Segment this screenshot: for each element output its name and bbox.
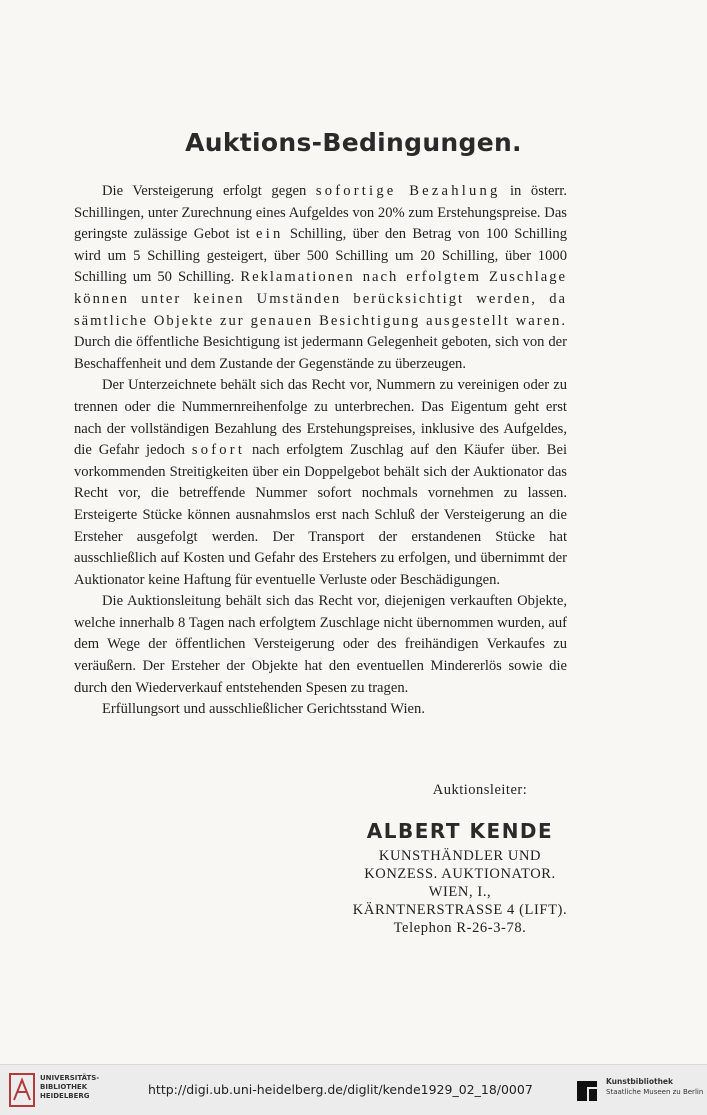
signature-line: KÄRNTNERSTRASSE 4 (LIFT). [352,902,568,918]
signature-line: WIEN, I., [428,884,492,900]
text-run: nach erfolgtem Zuschlag auf den Käufer über. Bei vorkommenden Streitigkeiten über ein Doppelgebot behält sich der Auktionator das Recht vor, die betreffende Nummer sofort nochmals vornehmen zu lassen. Ersteigerte Stücke können ausnahmslos erst nach Schluß der Versteigerung an die Ersteher ausgefolgt werden. Der Transport der erstandenen Stücke hat ausschließlich auf Kosten und Gefahr des Erstehers zu erfolgen, und übernimmt der Auktionator keine Haftung für eventuelle Verluste oder Beschädigungen. [74,442,567,588]
paragraph-rights [74,375,567,591]
signature-line: Telephon R-26-3-78. [393,920,527,936]
auctioneer-name: ALBERT KENDE [366,819,554,843]
signature-block [310,782,610,937]
signature-line: KUNSTHÄNDLER UND [378,848,542,864]
text-run: Die Versteigerung erfolgt gegen [102,183,316,199]
text-run: Der Unterzeichnete behält sich das Recht vor, Nummern zu vereinigen oder zu trennen oder die Nummernreihenfolge zu unterbrechen. Das Eigentum geht erst nach der vollständigen Bezahlung des Erstehungspreises, inklusive des Aufgeldes, die Gefahr jedoch [74,377,567,459]
signature-label: Auktionsleiter: [432,782,528,798]
logo-text-line: UNIVERSITÄTS- [40,1074,100,1082]
permalink-url[interactable]: http://digi.ub.uni-heidelberg.de/diglit/kende1929_02_18/0007 [148,1082,533,1097]
paragraph-jurisdiction: Erfüllungsort und ausschließlicher Gerichtsstand Wien. [102,701,425,718]
emphasized-text: sofortige Bezahlung [315,183,501,199]
text-run: Durch die öffentliche Besichtigung ist jedermann Gelegenheit geboten, sich von der Beschaffenheit und dem Zustande der Gegenstände zu überzeugen. [74,334,567,372]
logo-text-line: Kunstbibliothek [606,1077,674,1086]
emphasized-text: Reklamationen nach erfolgtem Zuschlage können unter keinen Umständen berücksichtigt werden, da sämtliche Objekte zur genauen Besichtigung ausgestellt waren. [74,269,567,329]
emphasized-text: ein [256,226,284,243]
paragraph-payment-terms [74,181,567,375]
logo-text-line: HEIDELBERG [40,1092,90,1100]
text-run: Schilling, über den Betrag von 100 Schilling wird um 5 Schilling gesteigert, über 500 Schilling um 20 Schilling, über 1000 Schilling um 50 Schilling. [74,226,567,286]
kunstbibliothek-logo-text [606,1077,703,1097]
viewer-footer [0,1064,707,1115]
kunstbibliothek-logo-icon [575,1079,599,1108]
page-title: Auktions-Bedingungen. [185,128,522,157]
heidelberg-logo-text [40,1074,99,1101]
logo-text-line: Staatliche Museen zu Berlin [606,1088,704,1096]
text-run: in österr. Schillingen, unter Zurechnung eines Aufgeldes von 20% zum Erstehungspreise. Das geringste zulässige Gebot ist [74,183,567,243]
emphasized-text: sofort [191,442,246,459]
logo-text-line: BIBLIOTHEK [40,1083,88,1091]
paragraph-resale: Die Auktionsleitung behält sich das Recht vor, diejenigen verkauften Objekte, welche innerhalb 8 Tagen nach erfolgtem Zuschlage nicht übernommen wurden, auf dem Wege der öffentlichen Versteigerung oder des freihändigen Verkaufes zu veräußern. Der Ersteher der Objekte hat den eventuellen Mindererlös sowie die durch den Wiederverkauf entstehenden Spesen zu tragen. [74,593,567,696]
signature-line: KONZESS. AUKTIONATOR. [364,866,556,882]
document-body [74,181,567,721]
heidelberg-logo-icon [8,1072,36,1113]
